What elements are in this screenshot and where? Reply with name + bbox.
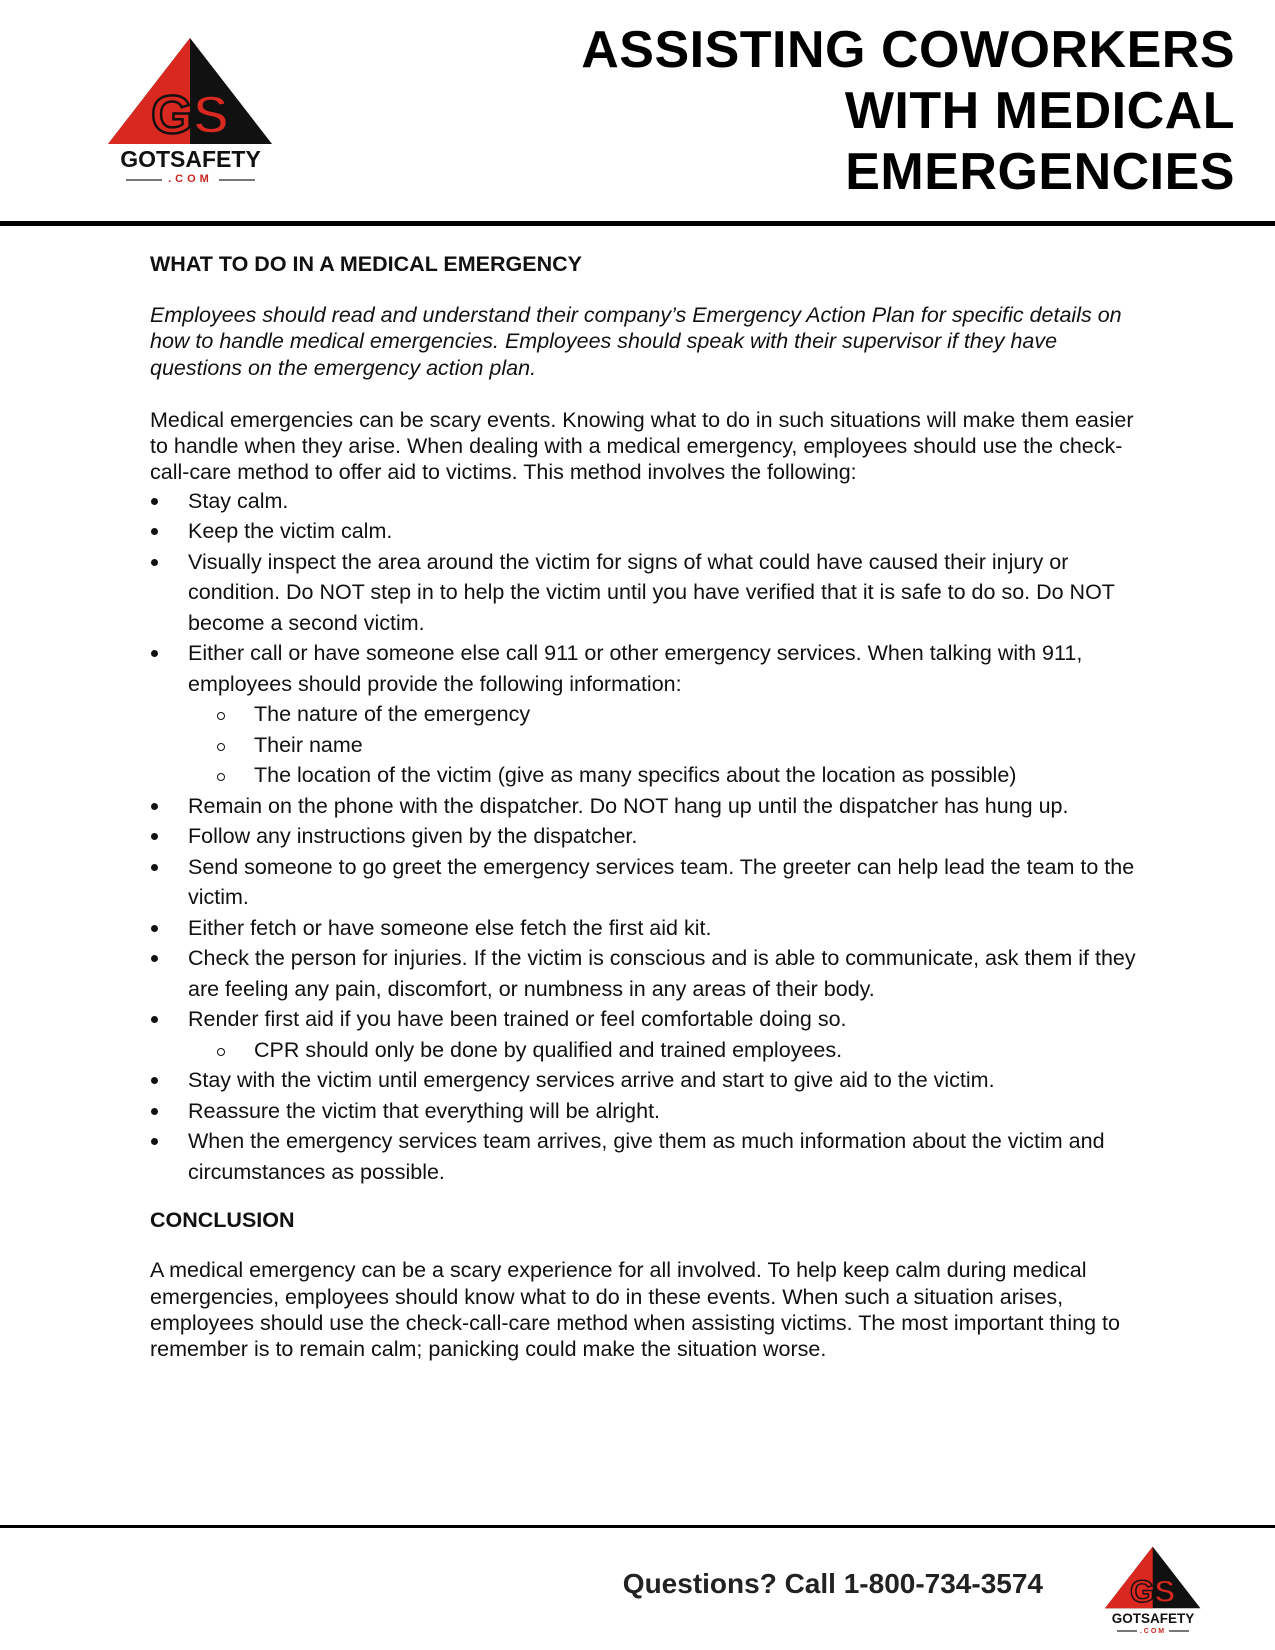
sub-list-item: The nature of the emergency — [188, 699, 1150, 730]
check-call-care-list — [150, 486, 1150, 1188]
logo-wordmark: GOTSAFETY — [120, 146, 261, 172]
list-item: Remain on the phone with the dispatcher. Do NOT hang up until the dispatcher has hung up. — [150, 791, 1150, 822]
sub-list-item: CPR should only be done by qualified and trained employees. — [188, 1035, 1150, 1066]
document-body — [150, 250, 1150, 1362]
logo-domain-line — [108, 174, 273, 185]
list-item: Send someone to go greet the emergency services team. The greeter can help lead the team to the victim. — [150, 852, 1150, 913]
title-line-2: WITH MEDICAL — [844, 82, 1235, 140]
list-item: Visually inspect the area around the victim for signs of what could have caused their injury or condition. Do NOT step in to help the victim until you have verified that it is safe to do so. Do NOT become a second victim. — [150, 547, 1150, 639]
sub-list-item: The location of the victim (give as many specifics about the location as possible) — [188, 760, 1150, 791]
list-item: Either fetch or have someone else fetch the first aid kit. — [150, 913, 1150, 944]
gotsafety-logo-small — [1105, 1545, 1201, 1635]
conclusion-paragraph: A medical emergency can be a scary experience for all involved. To help keep calm during medical emergencies, employees should know what to do in these events. When such a situation arises, employees should use the check-call-care method when assisting victims. The most important thing to remember is to remain calm; panicking could make the situation worse. — [150, 1258, 1120, 1362]
footer-divider — [0, 1525, 1275, 1528]
list-item: Stay with the victim until emergency services arrive and start to give aid to the victim. — [150, 1065, 1150, 1096]
list-item: Stay calm. — [150, 486, 1150, 517]
footer-contact: Questions? Call 1-800-734-3574 — [622, 1568, 1043, 1599]
body-paragraph: Medical emergencies can be scary events. Knowing what to do in such situations will make them easier to handle when they arise. When dealing with a medical emergency, employees should use the check-call-care method to offer aid to victims. This method involves the following: — [150, 407, 1134, 485]
list-item: Follow any instructions given by the dispatcher. — [150, 821, 1150, 852]
section-heading-conclusion: CONCLUSION — [150, 1208, 295, 1233]
list-item: When the emergency services team arrives, give them as much information about the victim and circumstances as possible. — [150, 1126, 1150, 1187]
section-heading-medical-emergency: WHAT TO DO IN A MEDICAL EMERGENCY — [150, 252, 582, 276]
intro-paragraph: Employees should read and understand their company’s Emergency Action Plan for specific details on how to handle medical emergencies. Employees should speak with their supervisor if they have questions on the emergency action plan. — [150, 303, 1122, 380]
list-item: Render first aid if you have been trained or feel comfortable doing so. CPR should only be done by qualified and trained employees. — [150, 1004, 1150, 1065]
logo-triangle-icon — [108, 38, 273, 146]
sub-list — [188, 1035, 1150, 1066]
title-line-3: EMERGENCIES — [845, 143, 1235, 201]
logo-domain: .COM — [1139, 1627, 1167, 1635]
logo-triangle-icon — [1105, 1545, 1201, 1611]
title-line-1: ASSISTING COWORKERS — [581, 21, 1235, 79]
logo-domain-line — [1105, 1628, 1201, 1635]
list-item: Reassure the victim that everything will be alright. — [150, 1096, 1150, 1127]
list-item: Either call or have someone else call 911 or other emergency services. When talking with 911, employees should provide the following information: The nature of the emergency Their name The location of the victim (give as many specifics about the location as possible) — [150, 638, 1150, 791]
sub-list — [188, 699, 1150, 791]
document-title — [581, 20, 1235, 203]
logo-monogram: GS — [150, 85, 230, 145]
logo-wordmark: GOTSAFETY — [1111, 1611, 1195, 1626]
list-item: Keep the victim calm. — [150, 516, 1150, 547]
logo-monogram: GS — [1130, 1573, 1176, 1609]
gotsafety-logo — [108, 38, 273, 185]
sub-list-item: Their name — [188, 730, 1150, 761]
list-item: Check the person for injuries. If the victim is conscious and is able to communicate, ask them if they are feeling any pain, discomfort, or numbness in any areas of their body. — [150, 943, 1150, 1004]
header-divider — [0, 221, 1275, 226]
logo-domain: .COM — [168, 173, 213, 185]
